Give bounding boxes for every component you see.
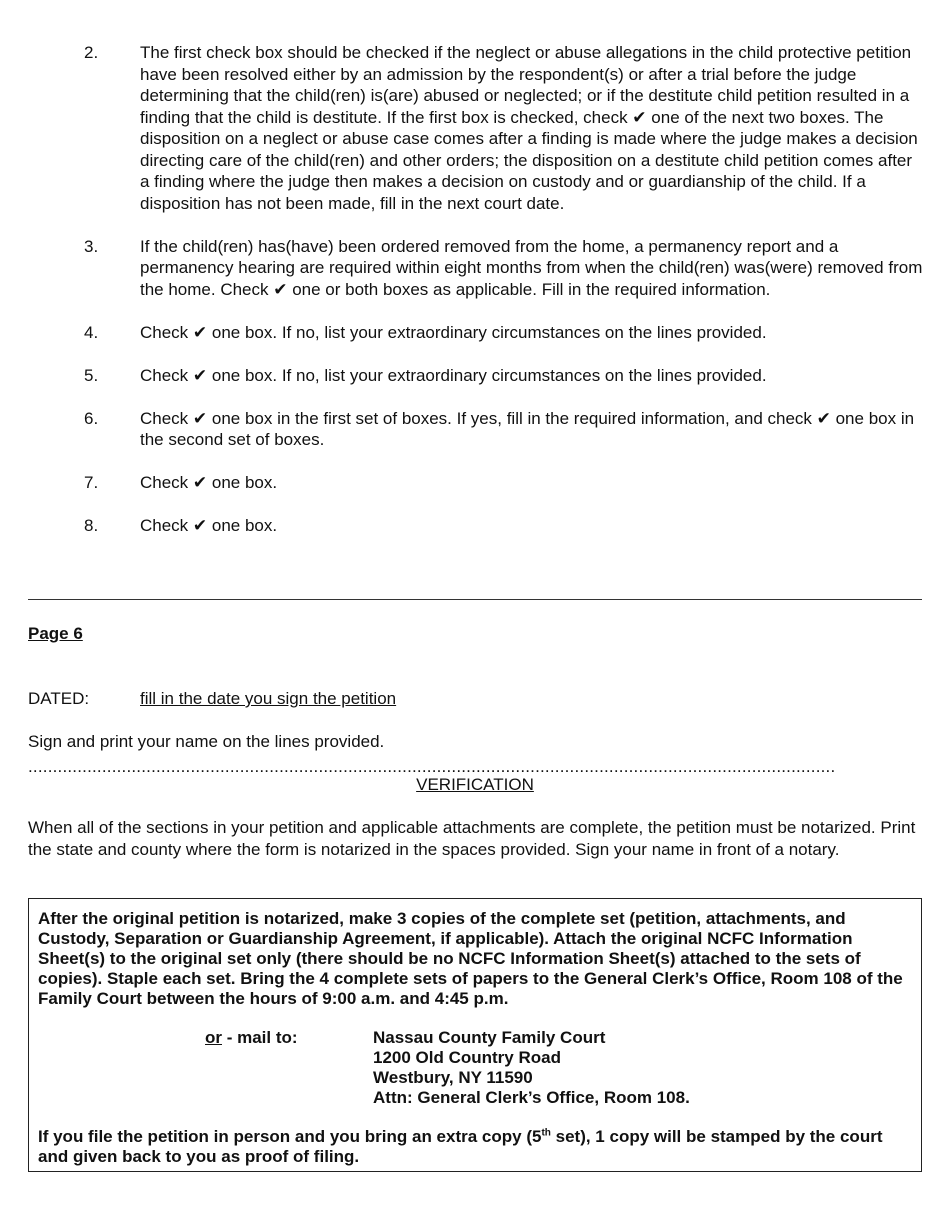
- filing-note-text: If you file the petition in person and you bring an extra copy (5: [38, 1127, 542, 1146]
- filing-paragraph: After the original petition is notarized, make 3 copies of the complete set (petition, attachments, and Custody, Separation or Guardianship Agreement, if applicable). Attach the original NCFC Information Sheet(s) to the original set only (there should be no NCFC Information Sheet(s) attached to the sets of copies). Staple each set. Bring the 4 complete sets of papers to the General Clerk’s Office, Room 108 of the Family Court between the hours of 9:00 a.m. and 4:45 p.m.: [38, 909, 903, 1008]
- list-item: [84, 236, 924, 301]
- list-item: [84, 515, 924, 537]
- item-text: Check ✔ one box. If no, list your extraordinary circumstances on the lines provided.: [140, 365, 767, 385]
- verification-heading: [0, 774, 950, 796]
- filing-note-text-end: set), 1 copy will be stamped by the court and given back to you as proof of filing.: [38, 1127, 883, 1166]
- filing-note-sup: th: [541, 1127, 551, 1139]
- item-number: 7.: [84, 473, 99, 492]
- filing-note: [38, 1127, 912, 1167]
- filing-instructions-box: [28, 898, 922, 1172]
- list-item: [84, 42, 924, 214]
- or-label: or: [205, 1028, 222, 1047]
- item-text: Check ✔ one box. If no, list your extraordinary circumstances on the lines provided.: [140, 322, 767, 342]
- item-text: The first check box should be checked if the neglect or abuse allegations in the child protective petition have been resolved either by an admission by the respondent(s) or after a trial before the judge determining that the child(ren) is(are) abused or neglected; or if the destitute child petition resulted in a finding that the child is destitute. If the first box is checked, check ✔ one of the next two boxes. The disposition on a neglect or abuse case comes after a finding is made where the judge makes a decision directing care of the child(ren) and other orders; the disposition on a destitute child petition comes after a finding where the judge then makes a decision on custody and or guardianship of the child. If a disposition has not been made, fill in the next court date.: [140, 43, 918, 213]
- sign-instruction: Sign and print your name on the lines provided.: [28, 732, 385, 751]
- item-text: Check ✔ one box.: [140, 473, 278, 492]
- mail-to-row: [38, 1028, 912, 1108]
- item-text: If the child(ren) has(have) been ordered removed from the home, a permanency report and a permanency hearing are required within eight months from when the child(ren) was(were) removed from the home. Check ✔ one or both boxes as applicable. Fill in the required information.: [140, 236, 923, 299]
- dotted-separator: ....................................................................................................................................................................: [28, 757, 836, 776]
- item-number: 3.: [84, 236, 99, 256]
- section-divider: [28, 599, 922, 600]
- list-item: [84, 365, 924, 387]
- mailing-address: [373, 1028, 690, 1108]
- item-text: Check ✔ one box in the first set of boxes. If yes, fill in the required information, and check ✔ one box in the second set of boxes.: [140, 408, 915, 449]
- mail-label-text: - mail to:: [222, 1028, 298, 1047]
- item-number: 6.: [84, 408, 99, 428]
- item-number: 8.: [84, 516, 99, 535]
- item-number: 2.: [84, 43, 99, 62]
- list-item: [84, 472, 924, 494]
- address-line: Nassau County Family Court: [373, 1028, 606, 1047]
- mail-to-label: [38, 1028, 373, 1108]
- verification-body: When all of the sections in your petition and applicable attachments are complete, the petition must be notarized. Print the state and county where the form is notarized in the spaces provided. Sign your name in front of a notary.: [28, 818, 916, 859]
- verification-title: VERIFICATION: [416, 775, 534, 794]
- address-line: Attn: General Clerk’s Office, Room 108.: [373, 1088, 690, 1107]
- list-item: [84, 408, 924, 451]
- instruction-list: [84, 42, 924, 558]
- address-line: Westbury, NY 11590: [373, 1068, 533, 1087]
- page-heading: Page 6: [28, 624, 83, 643]
- list-item: [84, 322, 924, 344]
- item-number: 5.: [84, 365, 99, 385]
- item-text: Check ✔ one box.: [140, 516, 278, 535]
- address-line: 1200 Old Country Road: [373, 1048, 561, 1067]
- dated-instruction: fill in the date you sign the petition: [140, 689, 397, 708]
- dated-label: DATED:: [28, 689, 90, 708]
- item-number: 4.: [84, 322, 99, 342]
